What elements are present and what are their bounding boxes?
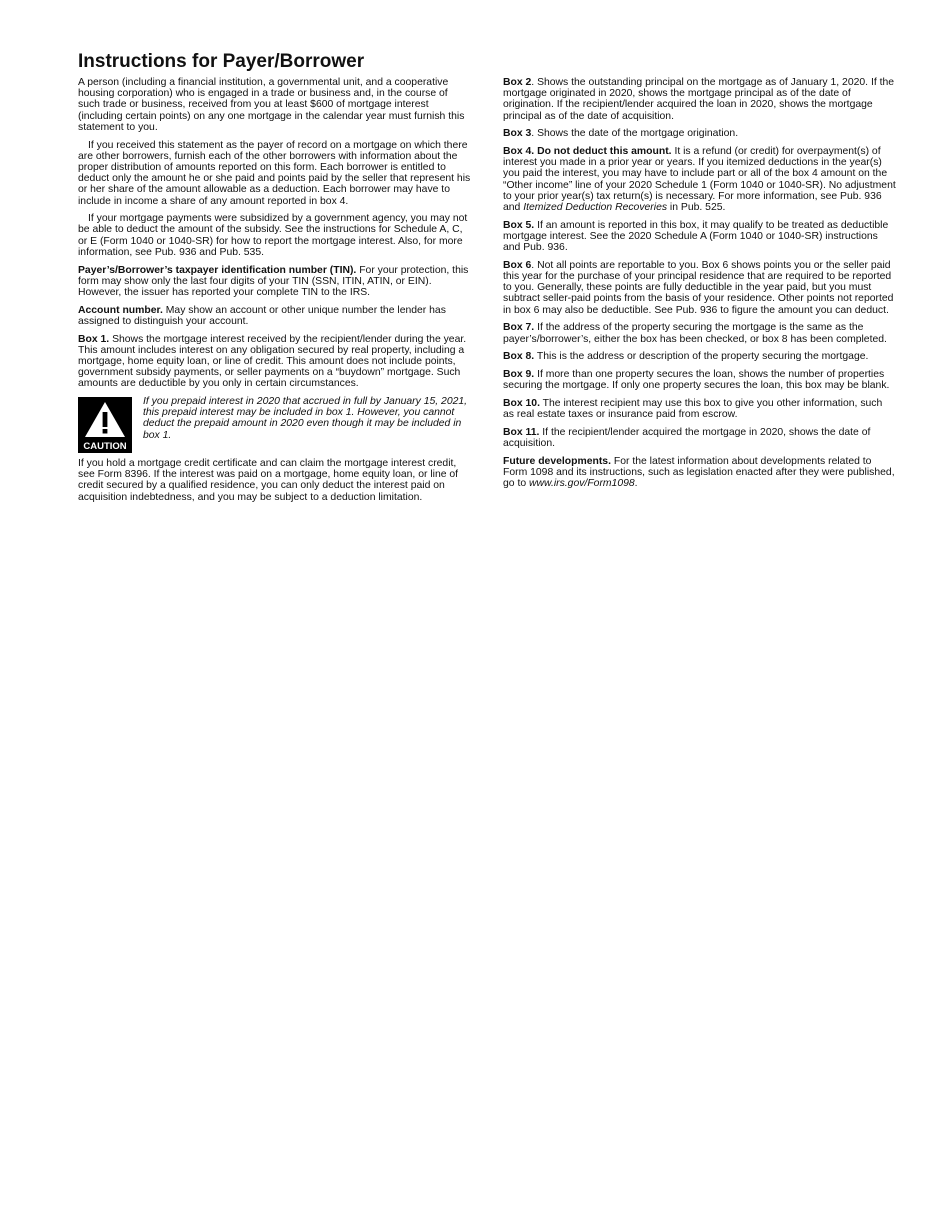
box4-paragraph	[503, 146, 896, 213]
future-developments-text: For the latest information about developments related to Form 1098 and its instructions, such as legislation enacted after they were published, go to	[503, 455, 895, 490]
caution-note	[78, 396, 471, 453]
caution-icon-label: CAUTION	[83, 441, 127, 453]
box1-label: Box 1.	[78, 333, 110, 345]
box2-paragraph	[503, 77, 896, 122]
box2-text: . Shows the outstanding principal on the mortgage as of January 1, 2020. If the mortgage originated in 2020, shows the mortgage principal as of the date of origination. If the recipient/lender acquired the loan in 2020, shows the mortgage principal as of the date of acquisition.	[503, 77, 895, 122]
account-number-paragraph	[78, 305, 471, 327]
box6-paragraph	[503, 260, 896, 316]
mortgage-credit-paragraph: If you hold a mortgage credit certificate and can claim the mortgage interest credit, see Form 8396. If the interest was paid on a mortgage, home equity loan, or line of credit secured by a qualified residence, you can only deduct the interest paid on acquisition indebtedness, and you may be subject to a deduction limitation.	[78, 458, 459, 503]
box4-text-end: in Pub. 525.	[667, 202, 726, 214]
other-borrowers-paragraph: If you received this statement as the payer of record on a mortgage on which there are other borrowers, furnish each of the other borrowers with information about the proper distribution of amounts reported on this form. Each borrower is entitled to deduct only the amount he or she paid and points paid by the seller that represent his or her share of the amount allowable as a deduction. Each borrower may have to include in income a share of any amount reported in box 4.	[78, 139, 471, 207]
box4-publication-title: Itemized Deduction Recoveries	[523, 202, 668, 214]
box11-paragraph	[503, 427, 896, 449]
page-title: Instructions for Payer/Borrower	[78, 51, 365, 72]
irs-form1098-link[interactable]: www.irs.gov/Form1098	[529, 478, 635, 490]
account-number-text: May show an account or other unique number the lender has assigned to distinguish your account.	[78, 304, 446, 327]
box6-text: . Not all points are reportable to you. Box 6 shows points you or the seller paid this year for the purchase of your principal residence that are required to be reported to you. Generally, these points are fully deductible in the year paid, but you must subtract seller-paid points from the basis of your residence. Other points not reported in box 6 may also be deductible. See Pub. 936 to figure the amount you can deduct.	[503, 259, 894, 316]
box8-text: This is the address or description of the property securing the mortgage.	[534, 351, 869, 363]
box8-label: Box 8.	[503, 351, 535, 363]
box1-paragraph	[78, 334, 471, 390]
box11-label: Box 11.	[503, 426, 540, 438]
box8-paragraph	[503, 351, 896, 362]
box2-label: Box 2	[503, 77, 532, 88]
tin-text: For your protection, this form may show only the last four digits of your TIN (SSN, ITIN, ATIN, or EIN). However, the issuer has reported your complete TIN to the IRS.	[78, 264, 469, 298]
intro-paragraph: A person (including a financial institution, a governmental unit, and a cooperative housing corporation) who is engaged in a trade or business and, in the course of such trade or business, received from you at least $600 of mortgage interest (including certain points) on any one mortgage in the calendar year must furnish this statement to you.	[78, 77, 465, 133]
box3-label: Box 3	[503, 128, 532, 140]
box9-label: Box 9.	[503, 368, 535, 380]
caution-icon	[78, 397, 132, 453]
box5-paragraph	[503, 220, 896, 254]
left-column	[78, 77, 471, 509]
tin-paragraph	[78, 265, 471, 299]
caution-text: If you prepaid interest in 2020 that accrued in full by January 15, 2021, this prepaid interest may be included in box 1. However, you cannot deduct the prepaid amount in 2020 even though it may be included in box 1.	[143, 396, 468, 441]
box5-text: If an amount is reported in this box, it may qualify to be treated as deductible mortgage interest. See the 2020 Schedule A (Form 1040 or 1040-SR) instructions and Pub. 936.	[503, 219, 889, 254]
box5-label: Box 5.	[503, 219, 535, 231]
future-developments-paragraph	[503, 456, 896, 490]
box10-paragraph	[503, 398, 896, 420]
right-column	[503, 77, 896, 496]
tin-label: Payer’s/Borrower’s taxpayer identification number (TIN).	[78, 264, 357, 276]
box10-text: The interest recipient may use this box to give you other information, such as real estate taxes or insurance paid from escrow.	[503, 397, 883, 421]
future-developments-label: Future developments.	[503, 455, 611, 467]
box4-label: Box 4. Do not deduct this amount.	[503, 146, 672, 158]
box9-paragraph	[503, 369, 896, 391]
box3-text: . Shows the date of the mortgage origination.	[531, 128, 739, 140]
box10-label: Box 10.	[503, 397, 540, 409]
box6-label: Box 6	[503, 259, 532, 271]
box7-paragraph	[503, 322, 896, 344]
box3-paragraph	[503, 128, 896, 139]
box4-text: It is a refund (or credit) for overpayment(s) of interest you made in a prior year or years. If you itemized deductions in the year(s) you paid the interest, you may have to include part or all of the box 4 amount on the “Other income” line of your 2020 Schedule 1 (Form 1040 or 1040-SR). No adjustment to your prior year(s) tax return(s) is necessary. For more information, see Pub. 936 and	[503, 146, 896, 214]
subsidy-paragraph: If your mortgage payments were subsidized by a government agency, you may not be able to deduct the amount of the subsidy. See the instructions for Schedule A, C, or E (Form 1040 or 1040-SR) for how to report the mortgage interest. Also, for more information, see Pub. 936 and Pub. 535.	[78, 213, 468, 258]
box7-text: If the address of the property securing the mortgage is the same as the payer’s/borrower’s, either the box has been checked, or box 8 has been completed.	[503, 322, 887, 345]
future-developments-end: .	[634, 478, 638, 490]
box9-text: If more than one property secures the loan, shows the number of properties securing the mortgage. If only one property secures the loan, this box may be blank.	[503, 368, 890, 392]
box1-text: Shows the mortgage interest received by the recipient/lender during the year. This amount includes interest on any obligation secured by real property, including a mortgage, home equity loan, or line of credit. This amount does not include points, government subsidy payments, or seller payments on a “buydown” mortgage. Such amounts are deductible by you only in certain circumstances.	[78, 333, 467, 390]
account-number-label: Account number.	[78, 304, 163, 316]
box11-text: If the recipient/lender acquired the mortgage in 2020, shows the date of acquisition.	[503, 426, 871, 449]
box7-label: Box 7.	[503, 322, 535, 334]
